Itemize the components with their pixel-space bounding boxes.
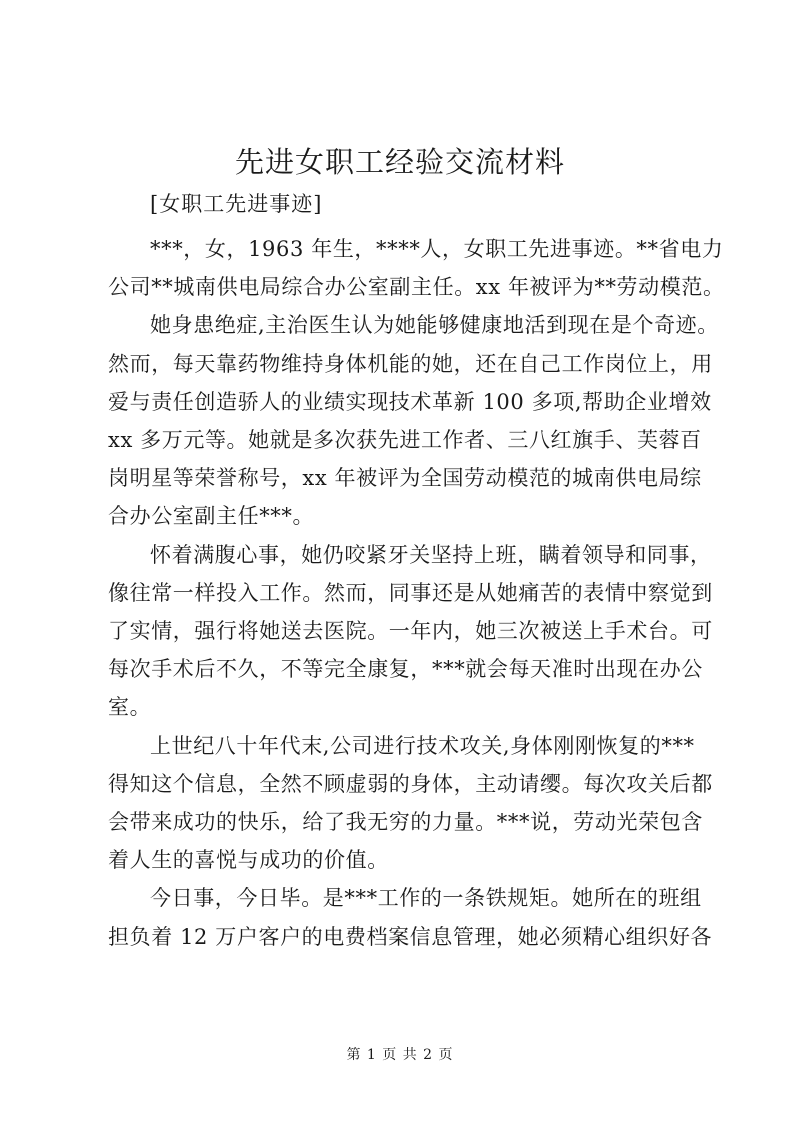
paragraph-line: ***，女，1963 年生，****人，女职工先进事迹。**省电力 [150,237,724,261]
document-subtitle: [女职工先进事迹] [150,192,323,216]
page-number-footer: 第 1 页 共 2 页 [346,1047,454,1063]
paragraph-line: 公司**城南供电局综合办公室副主任。xx 年被评为**劳动模范。 [108,275,725,300]
paragraph-line: 她身患绝症,主治医生认为她能够健康地活到现在是个奇迹。 [150,313,719,338]
document-body [108,230,728,956]
paragraph-line: 着人生的喜悦与成功的价值。 [108,848,389,873]
paragraph-line: xx 多万元等。她就是多次获先进工作者、三八红旗手、芙蓉百 [108,428,702,453]
paragraph-line: 今日事，今日毕。是***工作的一条铁规矩。她所在的班组 [150,886,702,911]
paragraph-line: 像往常一样投入工作。然而，同事还是从她痛苦的表情中察觉到 [108,580,713,605]
paragraph-5 [108,879,728,955]
document-title: 先进女职工经验交流材料 [234,145,565,179]
paragraph-line: 得知这个信息，全然不顾虚弱的身体，主动请缨。每次攻关后都 [108,771,713,796]
paragraph-line: 爱与责任创造骄人的业绩实现技术革新 100 多项,帮助企业增效 [108,389,712,414]
paragraph-line: 会带来成功的快乐，给了我无穷的力量。***说，劳动光荣包含 [108,810,703,835]
paragraph-4 [108,727,728,880]
paragraph-line: 室。 [108,695,152,720]
paragraph-line: 每次手术后不久，不等完全康复，***就会每天准时出现在办公 [108,657,703,682]
paragraph-line: 岗明星等荣誉称号，xx 年被评为全国劳动模范的城南供电局综 [108,466,702,491]
paragraph-line: 然而，每天靠药物维持身体机能的她，还在自己工作岗位上，用 [108,351,713,376]
paragraph-line: 怀着满腹心事，她仍咬紧牙关坚持上班，瞒着领导和同事， [150,542,712,567]
paragraph-line: 了实情，强行将她送去医院。一年内，她三次被送上手术台。可 [108,619,713,644]
paragraph-2 [108,306,728,535]
paragraph-line: 担负着 12 万户客户的电费档案信息管理，她必须精心组织好各 [108,924,713,949]
paragraph-3 [108,536,728,727]
paragraph-line: 合办公室副主任***。 [108,504,315,529]
paragraph-1 [108,230,728,306]
paragraph-line: 上世纪八十年代末,公司进行技术攻关,身体刚刚恢复的*** [150,733,695,758]
